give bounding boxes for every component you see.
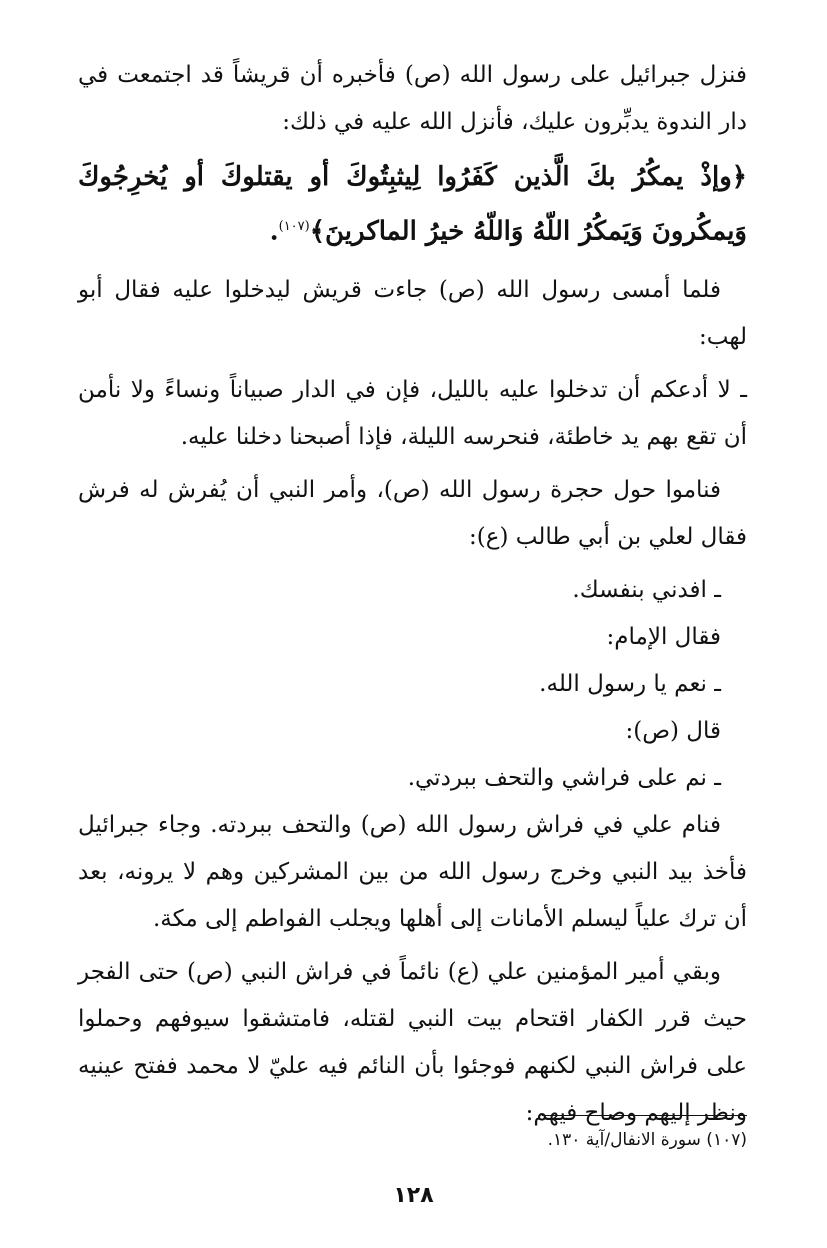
paragraph-abu-lahab-speech: ـ لا أدعكم أن تدخلوا عليه بالليل، فإن في الدار صبياناً ونساءً ولا نأمن أن تقع بهم يد خاطئة، فنحرسه الليلة، فإذا أصبحنا دخلنا عليه.: [78, 376, 747, 450]
dialogue-line-4: قال (ص):: [625, 717, 721, 744]
footnote-divider: [542, 1115, 747, 1116]
paragraph-guarding: فناموا حول حجرة رسول الله (ص)، وأمر النبي أن يُفرش له فرش فقال لعلي بن أبي طالب (ع):: [78, 476, 747, 550]
paragraph-dawn: وبقي أمير المؤمنين علي (ع) نائماً في فراش النبي (ص) حتى الفجر حيث قرر الكفار اقتحام بيت النبي لقتله، فامتشقوا سيوفهم وحملوا على فراش النبي لكنهم فوجئوا بأن النائم فيه عليّ لا محمد ففتح عينيه ونظر إليهم وصاح فيهم:: [78, 958, 747, 1126]
paragraph-gabriel: فنزل جبرائيل على رسول الله (ص) فأخبره أن قريشاً قد اجتمعت في دار الندوة يدبِّرون عليك، فأنزل الله عليه في ذلك:: [78, 62, 747, 135]
dialogue-line-1: ـ افدني بنفسك.: [572, 576, 721, 603]
verse-text: ﴿وإذْ يمكُرُ بكَ الَّذين كَفَرُوا لِيثبِتُوكَ أو يقتلوكَ أو يُخرِجُوكَ وَيمكُرونَ وَيَمكُرُ اللّهُ وَاللّهُ خيرُ الماكرينَ﴾: [78, 162, 747, 247]
dialogue-line-3: ـ نعم يا رسول الله.: [539, 670, 721, 697]
dialogue-line-2: فقال الإمام:: [606, 623, 721, 650]
footnote: (١٠٧) سورة الانفال/آية ١٣٠.: [547, 1130, 747, 1150]
paragraph-evening: فلما أمسى رسول الله (ص) جاءت قريش ليدخلوا عليه فقال أبو لهب:: [78, 276, 747, 350]
dialogue-line-5: ـ نم على فراشي والتحف ببردتي.: [407, 764, 721, 791]
page-body: [78, 52, 747, 1143]
paragraph-ali-sleeps: فنام علي في فراش رسول الله (ص) والتحف ببردته. وجاء جبرائيل فأخذ بيد النبي وخرج رسول الله من بين المشركين وهم لا يرونه، بعد أن ترك علياً ليسلم الأمانات إلى أهلها ويجلب الفواطم إلى مكة.: [78, 811, 747, 932]
page-number: ١٢٨: [393, 1183, 434, 1208]
verse-footnote-ref[interactable]: (١٠٧): [278, 219, 310, 234]
verse-end: .: [269, 216, 279, 247]
quran-verse: [78, 152, 747, 257]
